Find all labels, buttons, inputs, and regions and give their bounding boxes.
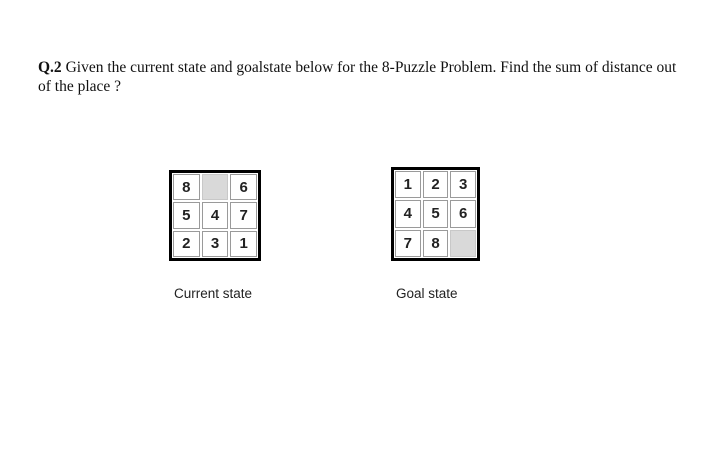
current-tile-7: 2 <box>173 231 200 257</box>
current-tile-2 <box>202 174 229 200</box>
current-tile-3: 6 <box>230 174 257 200</box>
goal-tile-4: 4 <box>395 200 421 227</box>
goal-tile-2: 2 <box>423 171 449 198</box>
current-tile-6: 7 <box>230 202 257 228</box>
current-tile-4: 5 <box>173 202 200 228</box>
goal-tile-1: 1 <box>395 171 421 198</box>
goal-tile-3: 3 <box>450 171 476 198</box>
goal-tile-8: 8 <box>423 230 449 257</box>
current-tile-5: 4 <box>202 202 229 228</box>
current-tile-1: 8 <box>173 174 200 200</box>
goal-tile-9 <box>450 230 476 257</box>
question-number: Q.2 <box>38 59 62 76</box>
goal-tile-5: 5 <box>423 200 449 227</box>
goal-state-board <box>391 167 480 261</box>
current-state-caption: Current state <box>174 286 253 301</box>
goal-state-caption: Goal state <box>396 286 458 301</box>
current-tile-8: 3 <box>202 231 229 257</box>
current-tile-9: 1 <box>230 231 257 257</box>
goal-tile-7: 7 <box>395 230 421 257</box>
question-text <box>38 58 678 96</box>
goal-tile-6: 6 <box>450 200 476 227</box>
question-body: Given the current state and goalstate below for the 8-Puzzle Problem. Find the sum of distance out of the place ? <box>38 59 677 95</box>
current-state-board <box>169 170 261 261</box>
